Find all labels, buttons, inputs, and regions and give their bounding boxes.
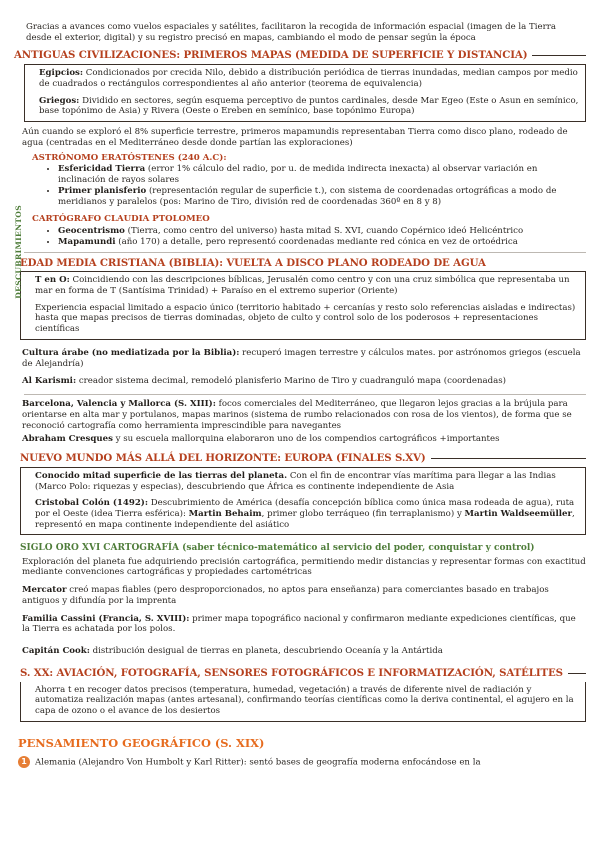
mercator-text: creó mapas fiables (pero desproporcionados, no aptos para enseñanza) para comerciantes basado en trabajos antiguos y difundía por la imprenta [22, 585, 549, 606]
colon-label: Cristobal Colón (1492): [35, 498, 149, 509]
pensamiento-item-text: Alemania (Alejandro Von Humbolt y Karl Ritter): sentó bases de geografía moderna enfocándose en la [35, 757, 481, 768]
list-item [58, 186, 586, 207]
section-sxx-title: S. XX: AVIACIÓN, FOTOGRAFÍA, SENSORES FOTOGRÁFICOS E INFORMATIZACIÓN, SATÉLITES [20, 666, 563, 679]
conocido-label: Conocido mitad superficie de las tierras del planeta. [35, 470, 288, 481]
intro-paragraph: Gracias a avances como vuelos espaciales y satélites, facilitaron la recogida de información espacial (imagen de la Tierra desde el exterior, digital) y su registro precisó en mapas, cambiando el modo de pensar según la época [26, 22, 556, 43]
cook-paragraph [14, 646, 586, 657]
conocido-paragraph [35, 471, 579, 492]
colon-text: , representó en mapa continente independiente del asiático [35, 509, 575, 530]
item-label: Geocentrismo [58, 226, 125, 237]
edad-media-box [20, 271, 586, 340]
cultura-text: recuperó imagen terrestre y cálculos mates. por astrónomos griegos (escuela de Alejandría) [22, 347, 581, 369]
exploracion-paragraph: Exploración del planeta fue adquiriendo precisión cartográfica, permitiendo medir distancias y representar formas con exactitud mediante convenciones cartográficas y propiedades cartométricas [22, 556, 586, 578]
egipcios-text: Condicionados por crecida Nilo, debido a distribución periódica de tierras inundadas, median campos por medio de cuadrados o rectángulos correspondientes al año anterior (teorema de equivalencia) [39, 68, 578, 89]
alkarismi-text: creador sistema decimal, remodeló planisferio Marino de Tiro y cuadranguló mapa (coordenadas) [76, 376, 507, 387]
heading-rule [431, 458, 586, 459]
list-item [58, 226, 586, 237]
griegos-label: Griegos: [39, 95, 80, 106]
section-nuevo-mundo-heading [20, 452, 586, 465]
pensamiento-title: PENSAMIENTO GEOGRÁFICO (S. XIX) [18, 735, 265, 750]
eratostenes-title: ASTRÓNOMO ERATÓSTENES (240 A.C): [32, 152, 227, 163]
heading-rule [568, 673, 586, 674]
abraham-label: Abraham Cresques [22, 434, 113, 445]
cassini-label: Familia Cassini (Francia, S. XVIII): [22, 613, 190, 624]
alkarismi-paragraph [14, 376, 586, 387]
mercator-paragraph [14, 585, 586, 606]
document-page [14, 22, 586, 768]
behaim-label: Martin Behaim [188, 509, 262, 520]
conocido-text: Con el fin de encontrar vías marítima para llegar a las Indias (Marco Polo: riquezas y especias), descubriendo que África es continente independiente de Asia [35, 470, 556, 492]
heading-rule [532, 55, 586, 56]
mercator-label: Mercator [22, 585, 67, 596]
section-antiguas-title: ANTIGUAS CIVILIZACIONES: PRIMEROS MAPAS (MEDIDA DE SUPERFICIE Y DISTANCIA) [14, 49, 528, 62]
sxx-paragraph: Ahorra t en recoger datos precisos (temperatura, humedad, vegetación) a través de diferente nivel de radiación y automatiza realización mapas (antes artesanal), confirmando teorías científicas como la deriva continental, el agujero en la capa de ozono o el avance de los desiertos [35, 684, 574, 717]
section-sxx-heading [20, 667, 586, 680]
colon-text: Descubrimiento de América (desafía concepción bíblica como única masa rodeada de agua), ruta por el Oeste (idea Tierra esférica): [35, 498, 575, 520]
eratostenes-list [32, 164, 586, 207]
item-text: (año 170) a detalle, pero representó coordenadas mediante red cónica en vez de ortoédrica [115, 236, 518, 247]
ten-paragraph [35, 275, 579, 296]
abraham-text: y su escuela mallorquina elaboraron uno de los compendios cartográficos +importantes [112, 434, 500, 445]
nuevo-mundo-box [20, 467, 586, 536]
cultura-label: Cultura árabe (no mediatizada por la Biblia): [22, 347, 240, 358]
ptolomeo-title: CARTÓGRAFO CLAUDIA PTOLOMEO [32, 214, 210, 225]
ten-label: T en O: [35, 275, 70, 286]
barcelona-text: focos comerciales del Mediterráneo, que llegaron lejos gracias a la brújula para orientarse en alta mar y portulanos, mapas marinos (sistema de rumbo relacionados con rosa de los vientos), de forma que se reconoció cartografía como herramienta imprescindible para navegantes [22, 399, 572, 431]
antiguas-box [24, 64, 586, 122]
cook-label: Capitán Cook: [22, 646, 90, 657]
cassini-text: primer mapa topográfico nacional y confirmaron mediante expediciones científicas, que la Tierra es achatada por los polos. [22, 613, 576, 635]
cook-text: distribución desigual de tierras en planeta, descubriendo Oceanía y la Antártida [89, 646, 443, 657]
experiencia-paragraph: Experiencia espacial limitado a espacio único (territorio habitado + cercanías y resto solo referencias aisladas e indirectas) hasta que mapas precisos de tierras dominadas, objeto de culto y control solo de los poderosos + representaciones científicas [35, 302, 576, 335]
aun-paragraph: Aún cuando se exploró el 8% superficie terrestre, primeros mapamundis representaban Tierra como disco plano, rodeado de agua (centradas en el Mediterráneo desde donde partían las exploraciones) [22, 127, 568, 148]
cassini-paragraph [14, 614, 586, 635]
siglo-oro-title: SIGLO ORO XVI CARTOGRAFÍA (saber técnico-matemático al servicio del poder, conquistar y control) [20, 543, 535, 554]
item-label: Primer planisferio [58, 185, 147, 196]
griegos-paragraph [39, 96, 579, 117]
ten-text: Coincidiendo con las descripciones bíblicas, Jerusalén como centro y con una cruz simbólica que representaba un mar en forma de T (Santísima Trinidad) + Paraíso en el extremo superior (Oriente) [35, 275, 570, 296]
divider [24, 252, 586, 253]
ptolomeo-list [32, 226, 586, 247]
item-label: Esfericidad Tierra [58, 164, 146, 175]
section-antiguas-heading [14, 49, 586, 62]
list-item [58, 237, 586, 248]
colon-paragraph [35, 498, 579, 530]
divider [24, 394, 586, 395]
barcelona-paragraph [14, 399, 586, 431]
list-item [58, 164, 586, 185]
section-edad-media-title: EDAD MEDIA CRISTIANA (BIBLIA): VUELTA A DISCO PLANO RODEADO DE AGUA [20, 256, 486, 269]
section-edad-media-heading [20, 257, 586, 270]
item-text: (error 1% cálculo del radio, por u. de medida indirecta inexacta) al observar variación en inclinación de rayos solares [58, 164, 538, 186]
sxx-box [20, 682, 586, 722]
item-text: (Tierra, como centro del universo) hasta mitad S. XVI, cuando Copérnico ideó Helicéntrico [124, 226, 524, 237]
item-label: Mapamundi [58, 236, 116, 247]
pensamiento-item [14, 756, 586, 768]
abraham-paragraph [14, 434, 586, 445]
griegos-text: Dividido en sectores, según esquema perceptivo de puntos cardinales, desde Mar Egeo (Este o Asun en semínico, base topónimo de Asia) y Rivera (Oeste o Ereben en semínico, base topónimo Europa) [39, 95, 579, 117]
alkarismi-label: Al Karismi: [22, 376, 77, 387]
waldseemuller-label: Martin Waldseemüller [464, 509, 573, 520]
item-text: (representación regular de superficie t.), con sistema de coordenadas ortográficas a modo de meridianos y paralelos (pos: Marino de Tiro, división red de coordenadas 360º en 8 y 8) [58, 185, 557, 207]
egipcios-label: Egipcios: [39, 68, 84, 79]
number-badge: 1 [18, 756, 30, 768]
descubrimientos-vertical-label: DESCUBRIMIENTOS [14, 204, 23, 299]
cultura-paragraph [14, 348, 586, 369]
section-nuevo-mundo-title: NUEVO MUNDO MÁS ALLÁ DEL HORIZONTE: EUROPA (FINALES S.XV) [20, 452, 426, 465]
colon-text: , primer globo terráqueo (fin terraplanismo) y [261, 509, 465, 520]
egipcios-paragraph [39, 68, 579, 89]
barcelona-label: Barcelona, Valencia y Mallorca (S. XIII): [22, 399, 216, 410]
